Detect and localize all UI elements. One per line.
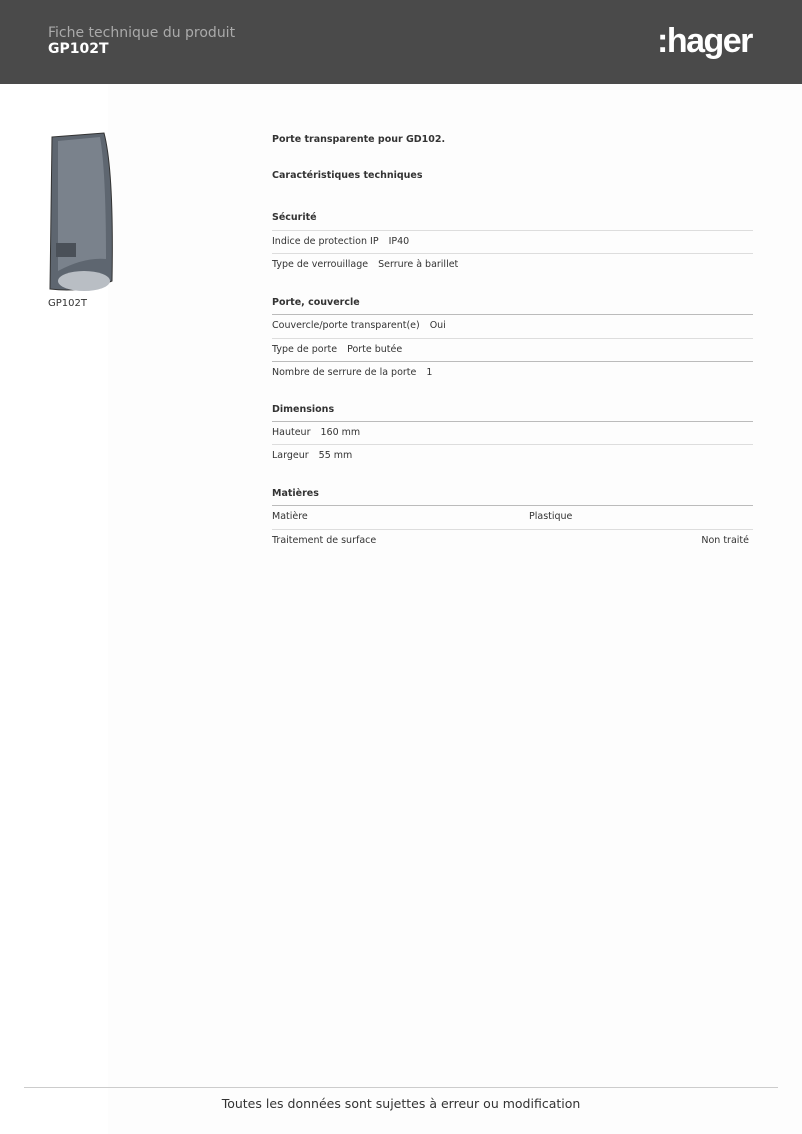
- header-subtitle: Fiche technique du produit: [48, 25, 236, 41]
- section-title: Matières: [272, 488, 319, 499]
- spec-label: Matière: [272, 511, 308, 522]
- spec-value: 160 mm: [320, 427, 361, 438]
- product-code: GP102T: [48, 41, 109, 57]
- spec-row: [272, 338, 753, 362]
- product-image: [44, 131, 114, 291]
- spec-value: 1: [426, 367, 433, 378]
- spec-row: [272, 505, 753, 529]
- spec-row: [272, 529, 753, 553]
- spec-label: Nombre de serrure de la porte: [272, 367, 417, 378]
- spec-row: [272, 421, 753, 445]
- spec-row: [272, 361, 753, 385]
- spec-label: Traitement de surface: [272, 535, 377, 546]
- spec-value: Oui: [429, 320, 446, 331]
- section-title: Sécurité: [272, 212, 317, 223]
- spec-label: Largeur: [272, 450, 309, 461]
- spec-value: 55 mm: [318, 450, 353, 461]
- spec-value: Plastique: [529, 511, 573, 522]
- spec-value: Porte butée: [347, 344, 403, 355]
- spec-row: [272, 314, 753, 338]
- section-title: Porte, couvercle: [272, 297, 360, 308]
- product-description: Porte transparente pour GD102.: [272, 134, 446, 145]
- spec-label: Indice de protection IP: [272, 236, 379, 247]
- footer-divider: [24, 1087, 778, 1088]
- spec-label: Type de verrouillage: [272, 259, 369, 270]
- spec-label: Hauteur: [272, 427, 311, 438]
- spec-row: [272, 444, 753, 468]
- spec-value: IP40: [388, 236, 410, 247]
- spec-label: Couvercle/porte transparent(e): [272, 320, 420, 331]
- spec-label: Type de porte: [272, 344, 338, 355]
- spec-value: Serrure à barillet: [378, 259, 459, 270]
- spec-row: [272, 253, 753, 277]
- product-caption: GP102T: [48, 298, 87, 309]
- section-title: Dimensions: [272, 404, 335, 415]
- characteristics-title: Caractéristiques techniques: [272, 170, 423, 181]
- hager-logo: :hager: [657, 22, 752, 60]
- spec-row: [272, 230, 753, 254]
- spec-value: Non traité: [701, 535, 749, 546]
- header: [0, 0, 802, 84]
- footer-disclaimer: Toutes les données sont sujettes à erreur ou modification: [221, 1096, 581, 1111]
